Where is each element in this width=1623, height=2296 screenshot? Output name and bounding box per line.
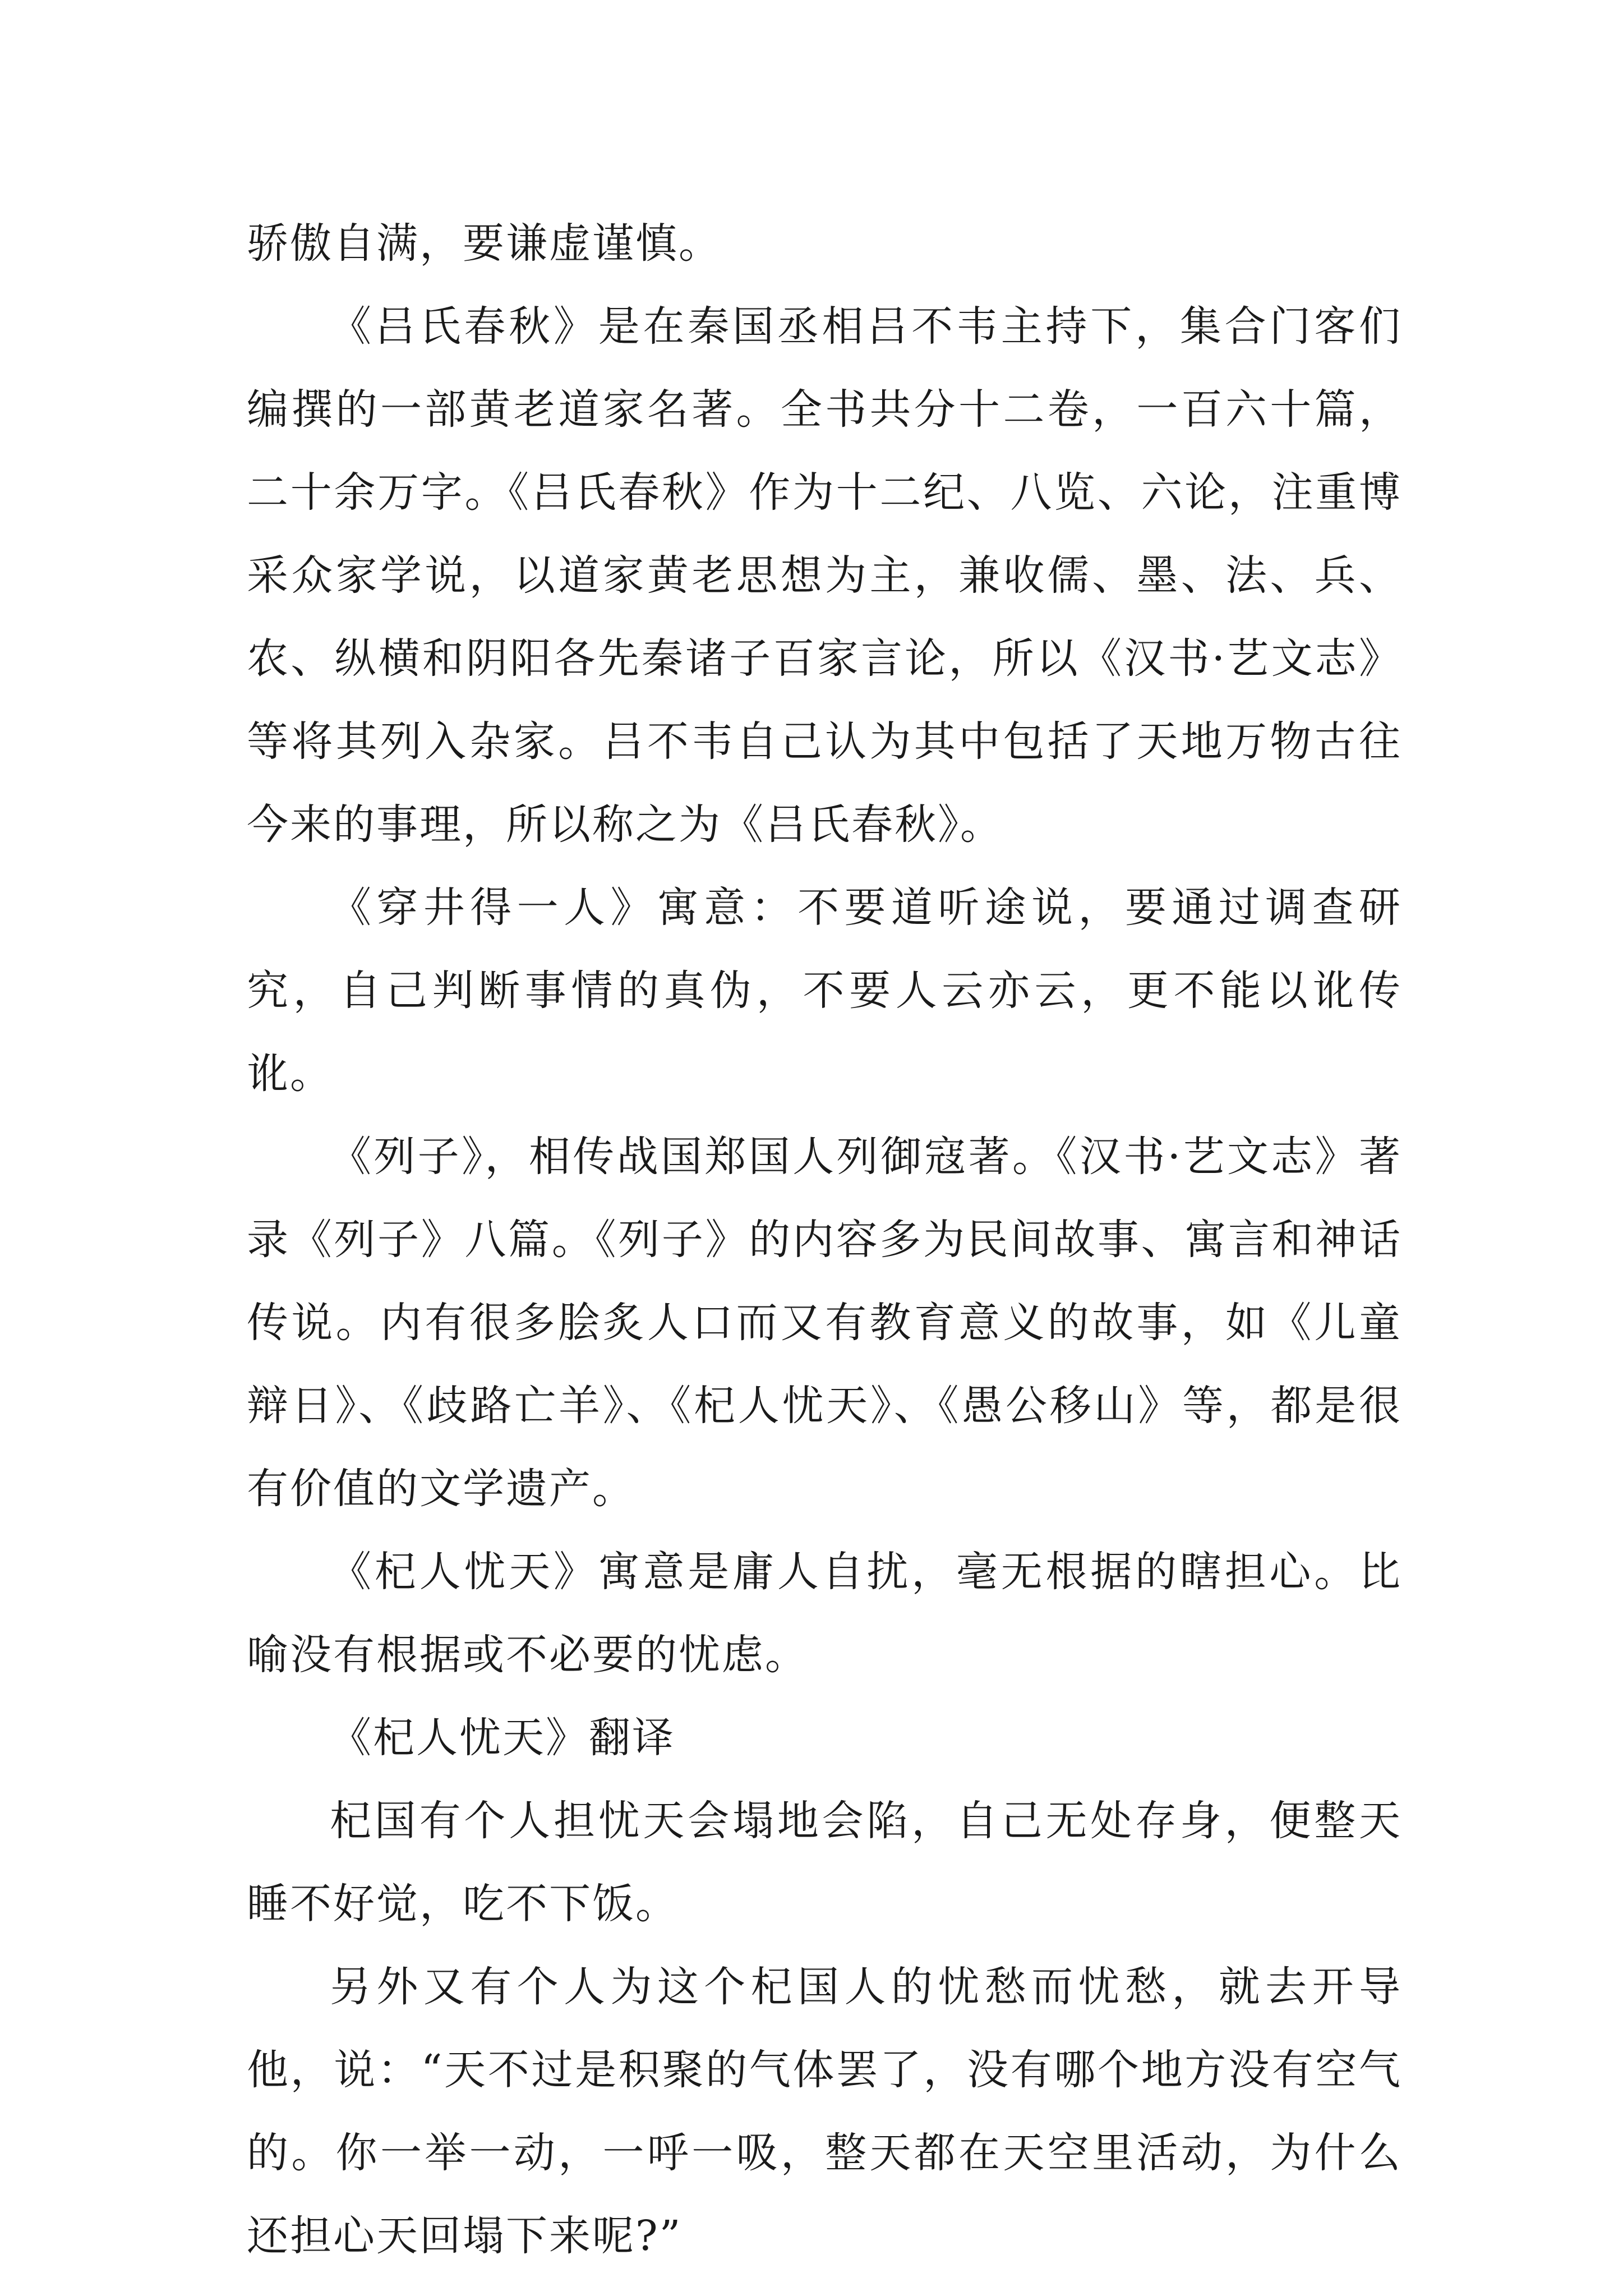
paragraph-chuanjing-moral: 《穿井得一人》寓意：不要道听途说，要通过调查研究，自己判断事情的真伪，不要人云亦云，更不能以讹传讹。 <box>247 884 1402 1098</box>
paragraph-1: 骄傲自满，要谦虚谨慎。 <box>247 219 722 268</box>
document-body <box>247 202 1402 2277</box>
paragraph-qiren-moral: 《杞人忧天》寓意是庸人自扰，毫无根据的瞎担心。比喻没有根据或不必要的忧虑。 <box>247 1548 1402 1679</box>
paragraph-translation-2: 另外又有个人为这个杞国人的忧愁而忧愁，就去开导他，说：“天不过是积聚的气体罢了，没有哪个地方没有空气的。你一举一动，一呼一吸，整天都在天空里活动，为什么还担心天回塌下来呢?” <box>247 1963 1402 2260</box>
section-heading-translation: 《杞人忧天》翻译 <box>330 1714 675 1762</box>
paragraph-lvshi-chunqiu: 《吕氏春秋》是在秦国丞相吕不韦主持下，集合门客们编撰的一部黄老道家名著。全书共分十二卷，一百六十篇，二十余万字。《吕氏春秋》作为十二纪、八览、六论，注重博采众家学说，以道家黄老思想为主，兼收儒、墨、法、兵、农、纵横和阴阳各先秦诸子百家言论，所以《汉书·艺文志》等将其列入杂家。吕不韦自己认为其中包括了天地万物古往今来的事理，所以称之为《吕氏春秋》。 <box>247 302 1402 849</box>
paragraph-translation-1: 杞国有个人担忧天会塌地会陷，自己无处存身，便整天睡不好觉，吃不下饭。 <box>247 1797 1402 1928</box>
paragraph-liezi: 《列子》，相传战国郑国人列御寇著。《汉书·艺文志》著录《列子》八篇。《列子》的内容多为民间故事、寓言和神话传说。内有很多脍炙人口而又有教育意义的故事，如《儿童辩日》、《歧路亡羊》、《杞人忧天》、《愚公移山》等，都是很有价值的文学遗产。 <box>247 1133 1402 1513</box>
